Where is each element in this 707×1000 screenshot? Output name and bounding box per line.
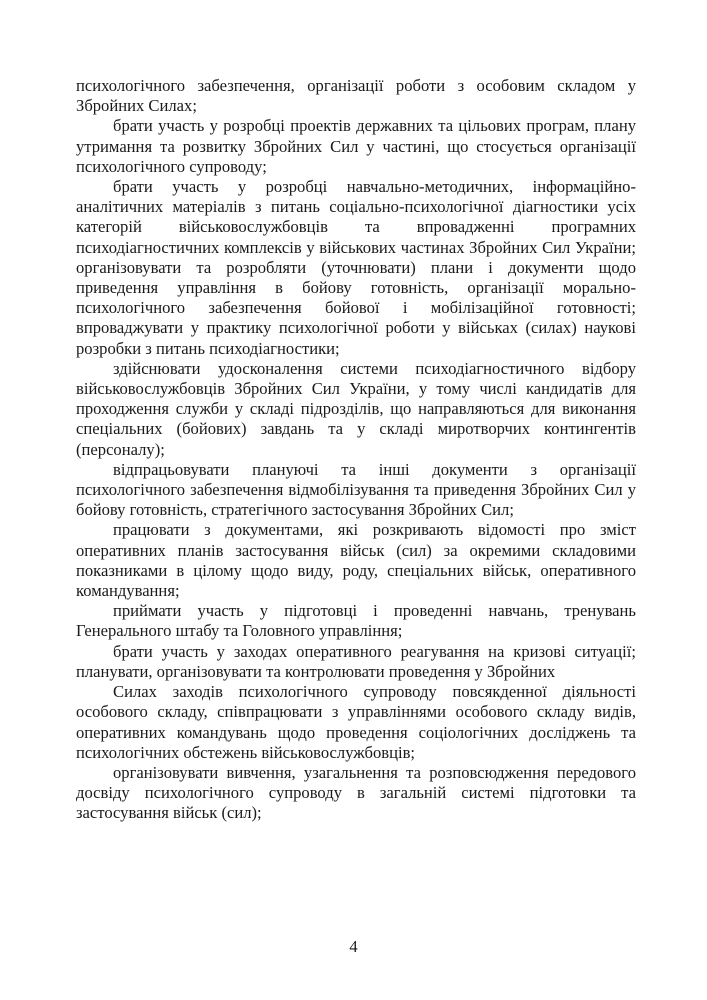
paragraph: брати участь у заходах оперативного реагування на кризові ситуації; планувати, організовувати та контролювати проведення у Збройних bbox=[76, 641, 636, 681]
paragraph: приймати участь у підготовці і проведенні навчань, тренувань Генерального штабу та Головного управління; bbox=[76, 601, 636, 641]
paragraph: здійснювати удосконалення системи психодіагностичного відбору військовослужбовців Збройних Сил України, у тому числі кандидатів для проходження служби у складі підрозділів, що направляються для виконання спеціальних (бойових) завдань та у складі миротворчих контингентів (персоналу); bbox=[76, 358, 636, 459]
paragraph: психологічного забезпечення, організації роботи з особовим складом у Збройних Силах; bbox=[76, 76, 636, 116]
document-body bbox=[76, 76, 636, 824]
paragraph: відпрацьовувати плануючі та інші документи з організації психологічного забезпечення відмобілізування та приведення Збройних Сил у бойову готовність, стратегічного застосування Збройних Сил; bbox=[76, 459, 636, 520]
paragraph: Силах заходів психологічного супроводу повсякденної діяльності особового складу, співпрацювати з управліннями особового складу видів, оперативних командувань щодо проведення соціологічних досліджень та психологічних обстежень військовослужбовців; bbox=[76, 682, 636, 762]
paragraph: працювати з документами, які розкривають відомості про зміст оперативних планів застосування військ (сил) за окремими складовими показниками в цілому щодо виду, роду, спеціальних військ, оперативного командування; bbox=[76, 520, 636, 601]
page-number: 4 bbox=[349, 937, 358, 956]
paragraph: брати участь у розробці проектів державних та цільових програм, плану утримання та розвитку Збройних Сил у частині, що стосується організації психологічного супроводу; bbox=[76, 116, 636, 176]
paragraph: організовувати вивчення, узагальнення та розповсюдження передового досвіду психологічного супроводу в загальній системі підготовки та застосування військ (сил); bbox=[76, 762, 636, 823]
paragraph: брати участь у розробці навчально-методичних, інформаційно-аналітичних матеріалів з питань соціально-психологічної діагностики усіх категорій військовослужбовців та впровадженні програмних психодіагностичних комплексів у військових частинах Збройних Сил України; організовувати та розробляти (уточнювати) плани і документи щодо приведення управління в бойову готовність, організації морально-психологічного забезпечення бойової і мобілізаційної готовності; впроваджувати у практику психологічної роботи у військах (силах) наукові розробки з питань психодіагностики; bbox=[76, 177, 636, 358]
